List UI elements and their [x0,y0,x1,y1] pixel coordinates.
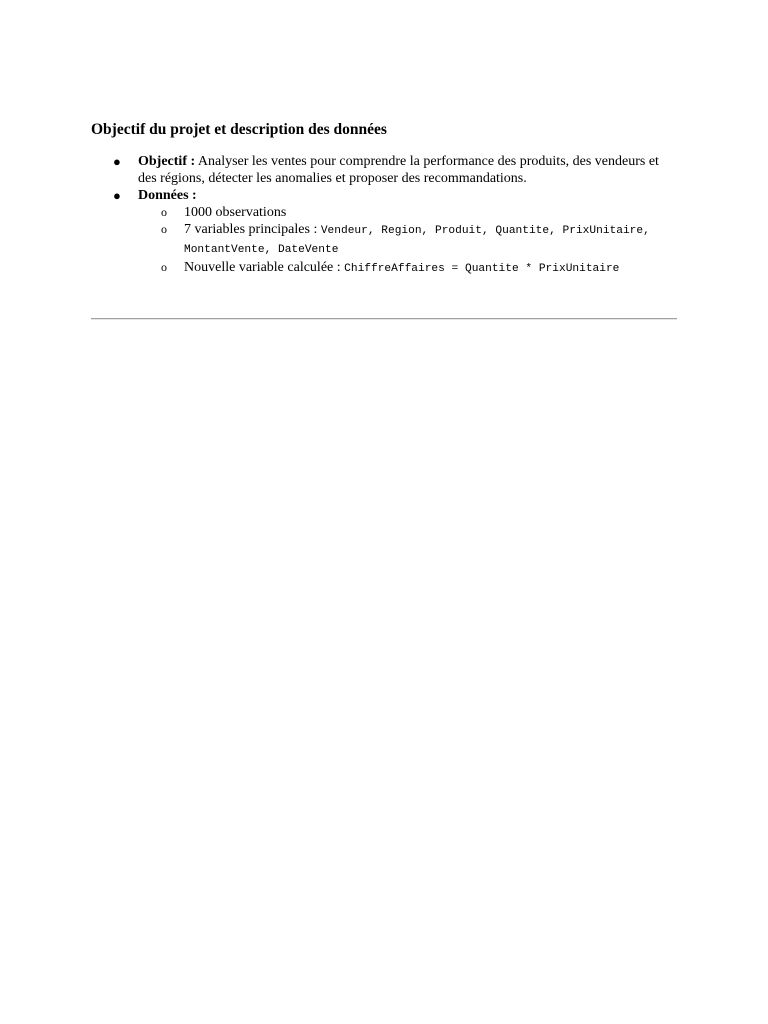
formula-code: ChiffreAffaires = Quantite * PrixUnitaire [344,263,620,275]
list-item-donnees [91,187,677,278]
sub-item-variables [138,221,677,259]
circle-bullet-icon: o [161,205,167,219]
variables-code: Vendeur, Region, Produit, Quantite, PrixUnitaire, MontantVente, DateVente [184,225,650,256]
sub-item-observations [138,204,677,221]
bullet-icon: ● [113,154,121,169]
sub-item-text: 1000 observations [184,205,287,220]
document-section [91,120,677,278]
sub-list [138,204,677,278]
item-text: Analyser les ventes pour comprendre la performance des produits, des vendeurs et des régions, détecter les anomalies et proposer des recommandations. [138,154,659,186]
sub-item-text: Nouvelle variable calculée : [184,260,345,275]
item-label: Objectif : [138,154,196,169]
sub-item-text: 7 variables principales : [184,222,321,237]
section-title: Objectif du projet et description des données [91,121,387,138]
sub-item-new-variable [138,259,677,278]
circle-bullet-icon: o [161,260,167,274]
circle-bullet-icon: o [161,222,167,236]
bullet-icon: ● [113,188,121,203]
item-label: Données : [138,188,197,203]
horizontal-rule [91,318,677,320]
bullet-list [91,153,677,278]
list-item-objectif [91,153,677,187]
